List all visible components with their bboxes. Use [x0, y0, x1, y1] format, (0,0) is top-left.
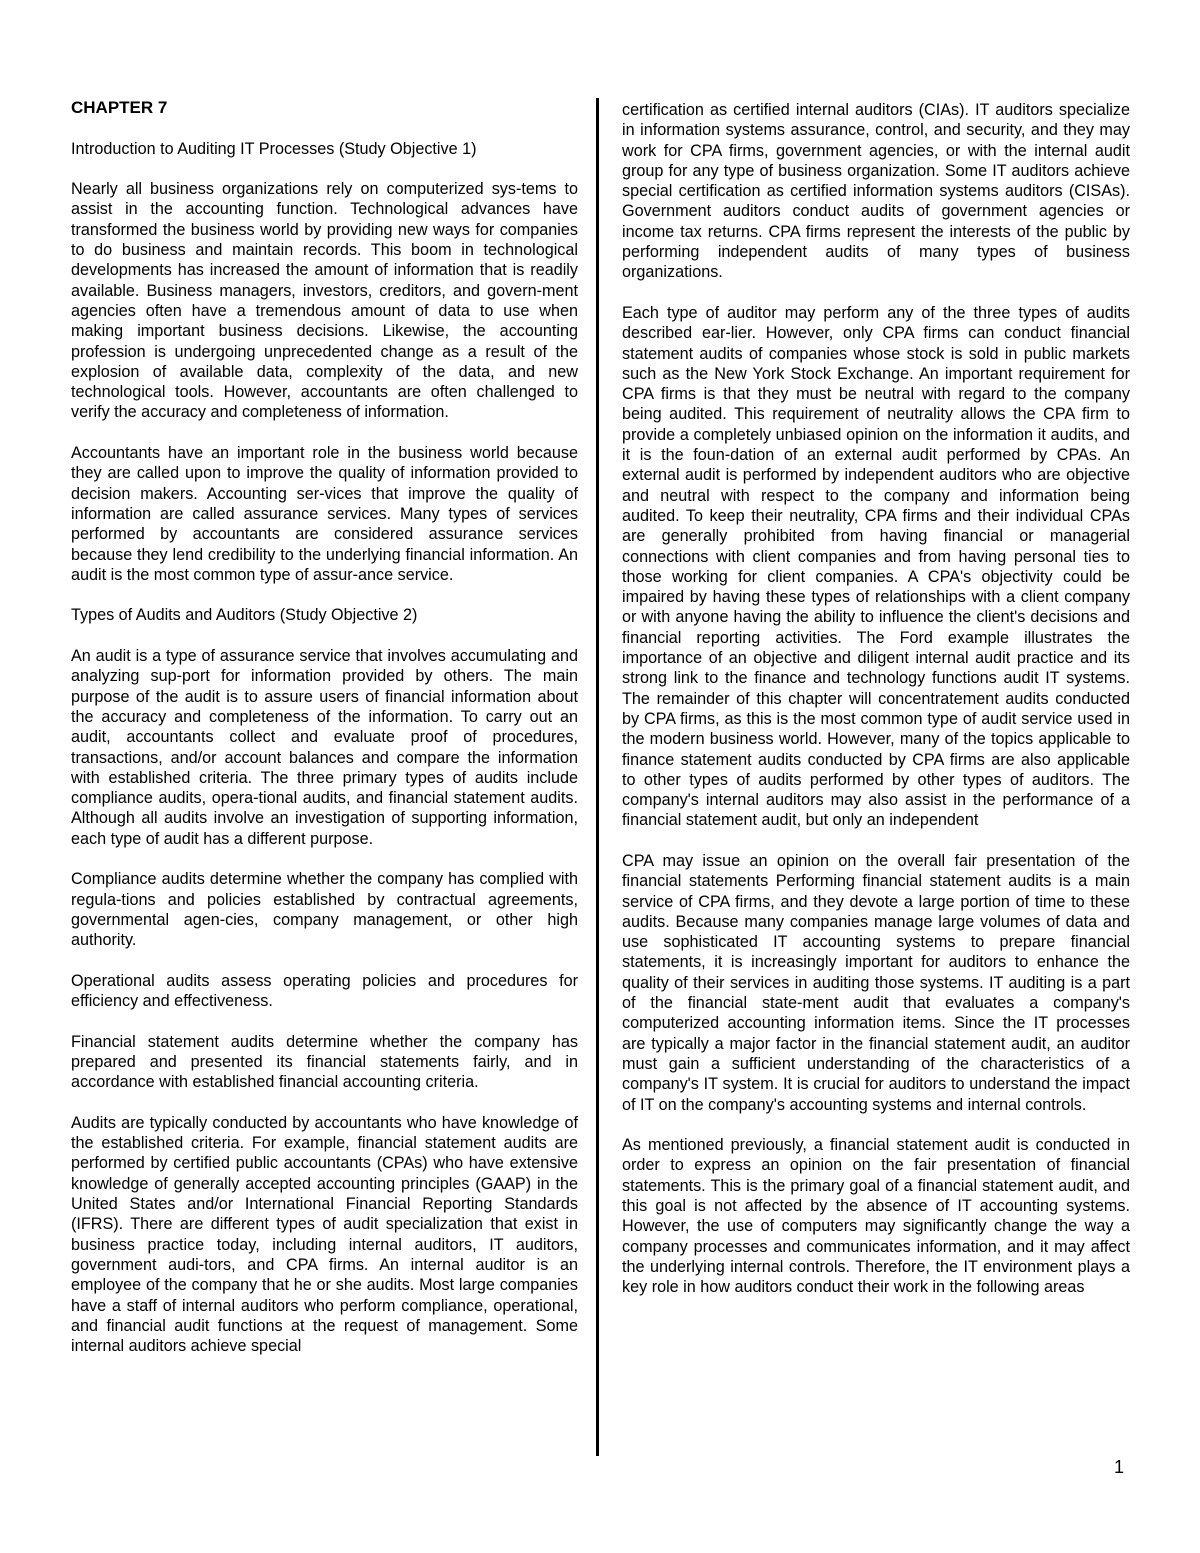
paragraph: Nearly all business organizations rely on computerized sys-tems to assist in the accounting function. Technological advances have transformed the business world by providing new ways for companies to do business and maintain records. This boom in technological developments has increased the amount of information that is readily available. Business managers, investors, creditors, and govern-ment agencies often have a tremendous amount of data to use when making important business decisions. Likewise, the accounting profession is undergoing unprecedented change as a result of the explosion of available data, complexity of the data, and new technological tools. However, accountants are often challenged to verify the accuracy and completeness of information. — [71, 180, 578, 422]
paragraph: Operational audits assess operating policies and procedures for efficiency and effectiveness. — [71, 971, 578, 1011]
paragraph: An audit is a type of assurance service that involves accumulating and analyzing sup-port for information provided by others. The main purpose of the audit is to assure users of financial information about the accuracy and completeness of the information. To carry out an audit, accountants collect and evaluate proof of procedures, transactions, and/or account balances and compare the information with established criteria. The three primary types of audits include compliance audits, opera-tional audits, and financial statement audits. Although all audits involve an investigation of supporting information, each type of audit has a different purpose. — [71, 647, 578, 848]
page-number: 1 — [1114, 1457, 1125, 1477]
section-heading-intro: Introduction to Auditing IT Processes (Study Objective 1) — [71, 139, 477, 158]
right-column — [622, 100, 1130, 1318]
paragraph: CPA may issue an opinion on the overall fair presentation of the financial statements Performing financial statement audits is a main service of CPA firms, and they devote a large portion of time to these audits. Because many companies manage large volumes of data and use sophisticated IT accounting systems to prepare financial statements, it is increasingly important for auditors to enhance the quality of their services in auditing those systems. IT auditing is a part of the financial state-ment audit that evaluates a company's computerized accounting information items. Since the IT processes are typically a major factor in the financial statement audit, an auditor must gain a sufficient understanding of the characteristics of a company's IT system. It is crucial for auditors to understand the impact of IT on the company's accounting systems and internal controls. — [622, 851, 1130, 1114]
left-column — [71, 98, 578, 1377]
paragraph: Accountants have an important role in the business world because they are called upon to improve the quality of information provided to decision makers. Accounting ser-vices that improve the quality of information are called assurance services. Many types of services performed by accountants are considered assurance services because they lend credibility to the underlying financial information. An audit is the most common type of assur-ance service. — [71, 444, 578, 584]
paragraph: Compliance audits determine whether the company has complied with regula-tions and policies established by contractual agreements, governmental agen-cies, company management, or other high authority. — [71, 870, 578, 950]
chapter-title: CHAPTER 7 — [71, 98, 168, 117]
column-divider — [596, 98, 599, 1456]
paragraph: certification as certified internal auditors (CIAs). IT auditors specialize in information systems assurance, control, and security, and they may work for CPA firms, government agencies, or with the internal audit group for any type of business organization. Some IT auditors achieve special certification as certified information systems auditors (CISAs). Government auditors conduct audits of government agencies or income tax returns. CPA firms represent the interests of the public by performing independent audits of many types of business organizations. — [622, 101, 1130, 282]
paragraph: Audits are typically conducted by accountants who have knowledge of the established criteria. For example, financial statement audits are performed by certified public accountants (CPAs) who have extensive knowledge of generally accepted accounting principles (GAAP) in the United States and/or International Financial Reporting Standards (IFRS). There are different types of audit specialization that exist in business practice today, including internal auditors, IT auditors, government audi-tors, and CPA firms. An internal auditor is an employee of the company that he or she audits. Most large companies have a staff of internal auditors who perform compliance, operational, and financial audit functions at the request of management. Some internal auditors achieve special — [71, 1113, 578, 1356]
paragraph: Financial statement audits determine whether the company has prepared and presented its financial statements fairly, and in accordance with established financial accounting criteria. — [71, 1032, 578, 1092]
paragraph: Each type of auditor may perform any of the three types of audits described ear-lier. However, only CPA firms can conduct financial statement audits of companies whose stock is sold in public markets such as the New York Stock Exchange. An important requirement for CPA firms is that they must be neutral with regard to the company being audited. This requirement of neutrality allows the CPA firm to provide a completely unbiased opinion on the information it audits, and it is the foun-dation of an external audit performed by CPAs. An external audit is performed by independent auditors who are objective and neutral with respect to the company and information being audited. To keep their neutrality, CPA firms and their individual CPAs are generally prohibited from having financial or managerial connections with client companies and from having personal ties to those working for client companies. A CPA's objectivity could be impaired by having these types of relationships with a client company or with anyone having the ability to influence the client's decisions and financial reporting activities. The Ford example illustrates the importance of an objective and diligent internal audit practice and its strong link to the finance and technology functions audit IT systems. The remainder of this chapter will concentratement audits conducted by CPA firms, as this is the most common type of audit service used in the modern business world. However, many of the topics applicable to finance statement audits conducted by CPA firms are also applicable to other types of audits performed by other types of auditors. The company's internal auditors may also assist in the performance of a financial statement audit, but only an independent — [622, 303, 1130, 830]
section-heading-types: Types of Audits and Auditors (Study Objective 2) — [71, 606, 418, 625]
paragraph: As mentioned previously, a financial statement audit is conducted in order to express an opinion on the fair presentation of financial statements. This is the primary goal of a financial statement audit, and this goal is not affected by the absence of IT accounting systems. However, the use of computers may significantly change the way a company processes and communicates information, and it may affect the underlying internal controls. Therefore, the IT environment plays a key role in how auditors conduct their work in the following areas — [622, 1136, 1130, 1297]
